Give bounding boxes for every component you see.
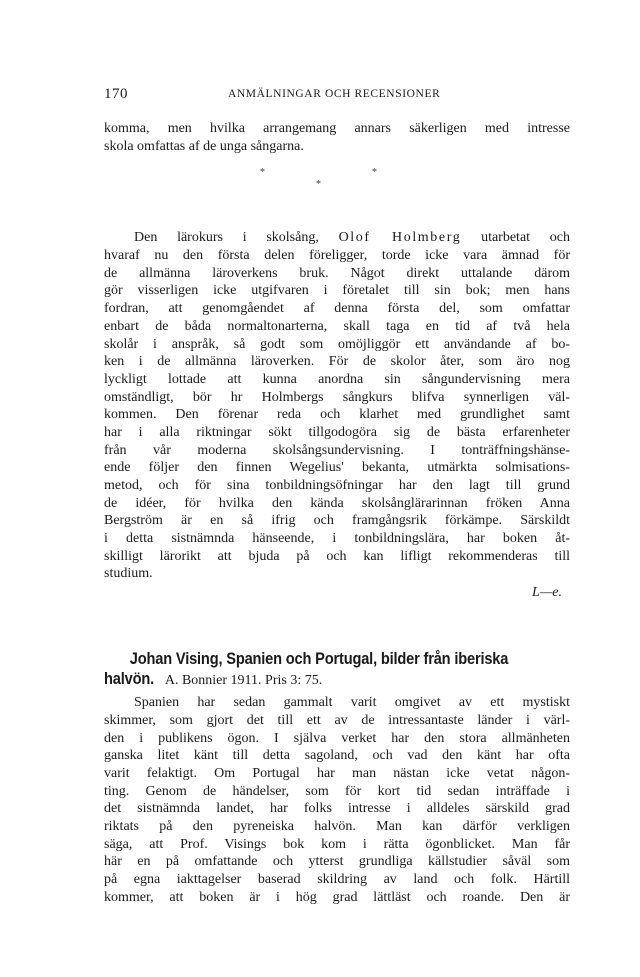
- review-vising-heading: [104, 649, 570, 689]
- text-line: enbart de båda normaltonarterna, skall taga en tid af två hela: [104, 318, 570, 334]
- text-line: de allmänna läroverkens bruk. Något direkt uttalande därom: [104, 265, 570, 281]
- text-line: skilligt lärorikt att bjuda på och kan lifligt rekommenderas till: [104, 548, 570, 564]
- asterisk-glyph: *: [260, 167, 265, 179]
- heading-line: [104, 649, 570, 669]
- continuation-paragraph: [104, 120, 570, 155]
- text-line: skola omfattas af de unga sångarna.: [104, 138, 304, 154]
- text-line: metod, och för sina tonbildningsöfningar har den lagt till grund: [104, 478, 570, 493]
- author-name: Olof Holmberg: [338, 230, 462, 246]
- text-line: riktats på den pyreneiska halvön. Man kan därför verkligen: [104, 818, 570, 834]
- section-separator: [104, 161, 570, 219]
- text-line: lyckligt lottade att kunna anordna sin sångundervisning mera: [104, 371, 570, 387]
- text-line: gör visserligen icke utgifvaren i företalet till sin bok; men hans: [104, 283, 570, 299]
- text-line: studium.: [104, 566, 153, 582]
- text-line: det sistnämnda landet, har folks intresse i alldeles särskild grad: [104, 801, 570, 817]
- text-line: komma, men hvilka arrangemang annars säkerligen med intresse: [104, 121, 570, 136]
- text-line: hvaraf nu den första delen föreligger, torde icke vara ämnad för: [104, 248, 570, 264]
- text-line: här en på omfattande och ytterst grundliga källstudier såväl som: [104, 854, 570, 870]
- review-vising-body: [104, 694, 570, 906]
- text-line: skolår i anspråk, så godt som omöjliggör ett användande af bo-: [104, 336, 570, 352]
- text-line: skimmer, som gjort det till ett av de intressantaste länder i värl-: [104, 712, 570, 728]
- text-line: på egna iakttagelser baserad skildring av land och folk. Härtill: [104, 872, 570, 887]
- text-line: varit felaktigt. Om Portugal har man nästan icke vetat någon-: [104, 765, 570, 781]
- text-line: de idéer, för hvilka den kända skolsånglärarinnan fröken Anna: [104, 495, 570, 511]
- page-number: 170: [104, 86, 128, 102]
- text-line: kommer, att boken är i hög grad lättläst och roande. Den är: [104, 889, 570, 905]
- text-line: Bergström är en så ifrig och framgångsrik förkämpe. Särskildt: [104, 513, 570, 529]
- running-head-title: ANMÄLNINGAR OCH RECENSIONER: [228, 88, 441, 100]
- text-line: har i alla riktningar sökt tillgodogöra sig de bästa erfarenheter: [104, 424, 570, 440]
- review-holmberg: [104, 229, 570, 583]
- text-line: omständligt, bör hr Holmbergs sångkurs blifva synnerligen väl-: [104, 389, 570, 405]
- text-line: från vår moderna skolsångsundervisning. I tonträffningshänse-: [104, 442, 570, 458]
- text-line: [104, 229, 570, 247]
- heading-line: [104, 669, 570, 689]
- book-title: Johan Vising, Spanien och Portugal, bilder från iberiska: [129, 649, 509, 669]
- text-line: säga, att Prof. Visings bok kom i rätta ögonblicket. Man får: [104, 836, 570, 852]
- asterisk-glyph: *: [316, 179, 321, 191]
- text-line: ende följer den finnen Wegelius' bekanta, utmärkta solmisations-: [104, 460, 570, 476]
- text-line: den i publikens ögon. I själva verket har den stora allmänheten: [104, 730, 570, 746]
- text-line: fordran, att genomgåendet af denna första del, som omfattar: [104, 301, 570, 317]
- text-line: kommen. Den förenar reda och klarhet med grundlighet samt: [104, 407, 570, 423]
- document-page: [104, 86, 570, 906]
- book-title-end: halvön.: [104, 669, 154, 689]
- text-line: ting. Genom de händelser, som för kort tid sedan inträffade i: [104, 783, 570, 799]
- text-line: ganska litet känt till detta sagoland, och vad den känt har ofta: [104, 748, 570, 764]
- text-fragment: Den lärokurs i skolsång,: [134, 230, 339, 246]
- text-line: i detta sistnämnda hänseende, i tonbildningslära, har boken åt-: [104, 531, 570, 547]
- reviewer-signature: L—e.: [532, 585, 562, 601]
- publisher-info: A. Bonnier 1911. Pris 3: 75.: [162, 673, 323, 689]
- asterisk-glyph: *: [372, 167, 377, 179]
- text-fragment: utarbetat och: [461, 230, 571, 246]
- text-line: ken i de allmänna läroverken. För de skolor åter, som äro nog: [104, 354, 570, 370]
- text-line: Spanien har sedan gammalt varit omgivet av ett mystiskt: [134, 695, 570, 711]
- running-head: [104, 86, 570, 106]
